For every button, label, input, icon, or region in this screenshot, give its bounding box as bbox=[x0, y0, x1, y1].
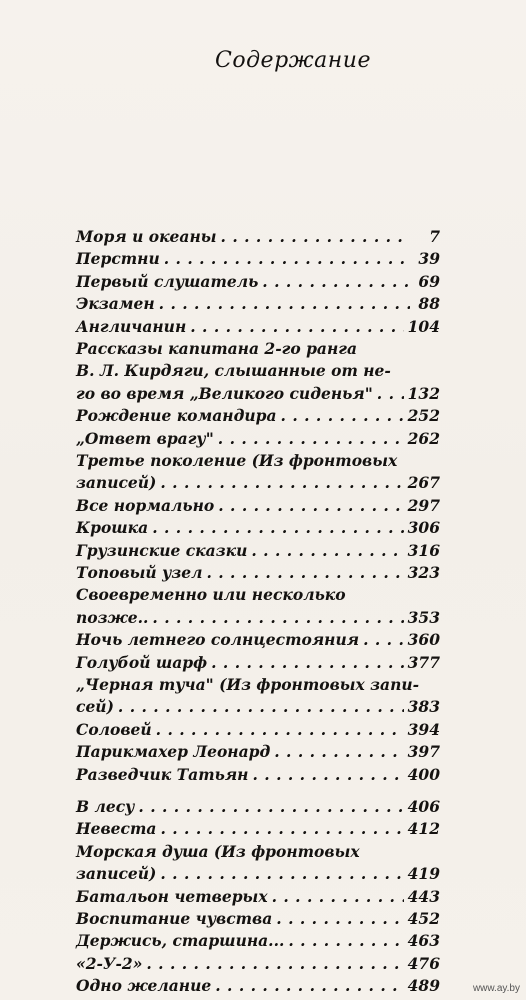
toc-entry-page-number: 400 bbox=[407, 764, 440, 784]
toc-entry bbox=[76, 338, 440, 360]
toc-entry-page-number: 39 bbox=[418, 249, 440, 269]
dot-leader bbox=[288, 930, 403, 952]
toc-entry-page-number: 252 bbox=[407, 406, 440, 426]
toc-entry-title: Рассказы капитана 2-го ранга bbox=[76, 339, 358, 358]
dot-leader bbox=[281, 405, 404, 427]
toc-entry bbox=[76, 908, 440, 930]
toc-entry-page-number: 323 bbox=[407, 563, 440, 582]
toc-entry-page-number: 377 bbox=[407, 652, 440, 672]
toc-entry-page-number: 489 bbox=[407, 976, 440, 996]
toc-entry-title: Разведчик Татьян bbox=[76, 764, 249, 784]
toc-entry bbox=[76, 674, 440, 696]
toc-entry-page-number: 360 bbox=[407, 630, 440, 650]
toc-entry bbox=[76, 226, 440, 248]
dot-leader bbox=[206, 562, 403, 584]
toc-entry-page-number: 412 bbox=[407, 819, 440, 839]
toc-entry bbox=[76, 383, 440, 405]
toc-entry bbox=[76, 472, 440, 494]
toc-entry-title: Своевременно или несколько bbox=[76, 585, 346, 605]
dot-leader bbox=[152, 607, 403, 629]
toc-entry-title: Батальон четверых bbox=[76, 886, 268, 906]
toc-entry-page-number: 306 bbox=[407, 518, 440, 538]
toc-entry bbox=[76, 517, 440, 539]
toc-entry-title: сей) bbox=[76, 697, 114, 717]
toc-entry-page-number: 132 bbox=[407, 383, 440, 403]
toc-entry bbox=[76, 428, 440, 450]
watermark-text: www.ay.by bbox=[472, 983, 520, 994]
dot-leader bbox=[377, 383, 404, 405]
dot-leader bbox=[272, 886, 404, 908]
toc-entry bbox=[76, 818, 440, 840]
toc-entry-page-number: 88 bbox=[418, 294, 440, 314]
toc-entry-title: В. Л. Кирдяги, слышанные от не- bbox=[76, 361, 391, 381]
toc-entry-title: позже.. bbox=[76, 607, 149, 627]
toc-entry-title: „Черная туча" (Из фронтовых запи- bbox=[76, 675, 420, 694]
toc-entry bbox=[76, 584, 440, 606]
toc-entry bbox=[76, 540, 440, 562]
toc-entry-title: „Ответ врагу" bbox=[76, 428, 214, 448]
dot-leader bbox=[221, 226, 410, 248]
toc-entry-title: Грузинские сказки bbox=[76, 540, 248, 560]
toc-entry bbox=[76, 629, 440, 651]
toc-entry-title: Все нормально bbox=[76, 495, 215, 515]
toc-entry bbox=[76, 562, 440, 584]
dot-leader bbox=[160, 472, 403, 494]
toc-entry bbox=[76, 841, 440, 863]
toc-entry-title: записей) bbox=[76, 473, 157, 493]
toc-entry-title: Соловей bbox=[76, 719, 152, 739]
toc-entry bbox=[76, 796, 440, 818]
toc-entry bbox=[76, 886, 440, 908]
toc-entry-title: Воспитание чувства bbox=[76, 909, 273, 928]
toc-entry-page-number: 353 bbox=[407, 607, 440, 627]
toc-entry-page-number: 262 bbox=[407, 428, 440, 448]
toc-entry-title: Морская душа (Из фронтовых bbox=[76, 841, 360, 861]
toc-entry-title: Одно желание bbox=[76, 976, 212, 996]
toc-entry bbox=[76, 953, 440, 975]
dot-leader bbox=[152, 517, 403, 539]
dot-leader bbox=[156, 719, 404, 741]
toc-entry bbox=[76, 495, 440, 517]
toc-entry-title: Голубой шарф bbox=[76, 652, 208, 672]
toc-entry-title: «2-У-2» bbox=[76, 953, 143, 973]
toc-entry-page-number: 452 bbox=[407, 909, 440, 928]
toc-entry bbox=[76, 607, 440, 629]
toc-entry-title: записей) bbox=[76, 864, 157, 884]
toc-entry bbox=[76, 405, 440, 427]
toc-entry bbox=[76, 450, 440, 472]
dot-leader bbox=[262, 271, 410, 293]
toc-entry-title: Крошка bbox=[76, 518, 149, 538]
dot-leader bbox=[218, 495, 403, 517]
toc-entry bbox=[76, 719, 440, 741]
dot-leader bbox=[190, 316, 403, 338]
dot-leader bbox=[251, 540, 403, 562]
dot-leader bbox=[118, 696, 404, 718]
toc-entry-title: Экзамен bbox=[76, 294, 155, 314]
toc-entry bbox=[76, 248, 440, 270]
dot-leader bbox=[160, 863, 403, 885]
toc-entry-page-number: 7 bbox=[429, 227, 440, 246]
toc-entry-title: Перстни bbox=[76, 249, 160, 269]
toc-entry-page-number: 69 bbox=[418, 271, 440, 291]
toc-entry-page-number: 316 bbox=[407, 540, 440, 560]
dot-leader bbox=[215, 975, 403, 997]
toc-entry bbox=[76, 764, 440, 786]
toc-entry-title: го во время „Великого сиденья" bbox=[76, 383, 373, 403]
toc-entry bbox=[76, 360, 440, 382]
toc-entry-page-number: 104 bbox=[407, 316, 440, 336]
dot-leader bbox=[159, 293, 410, 315]
toc-entry-title: Англичанин bbox=[76, 316, 187, 336]
dot-leader bbox=[138, 796, 403, 818]
toc-entry-title: Моря и океаны bbox=[76, 227, 217, 246]
dot-leader bbox=[160, 818, 403, 840]
toc-entry-page-number: 443 bbox=[407, 886, 440, 906]
toc-entry bbox=[76, 975, 440, 997]
toc-entry bbox=[76, 293, 440, 315]
page-title: Содержание bbox=[215, 48, 371, 73]
toc-entry-title: Невеста bbox=[76, 819, 157, 839]
toc-entry-page-number: 394 bbox=[407, 719, 440, 739]
dot-leader bbox=[276, 908, 403, 930]
toc-entry bbox=[76, 930, 440, 952]
toc-entry bbox=[76, 271, 440, 293]
dot-leader bbox=[252, 764, 403, 786]
dot-leader bbox=[274, 741, 403, 763]
toc-entry-title: Парикмахер Леонард bbox=[76, 742, 271, 762]
toc-entry-title: Рождение командира bbox=[76, 406, 277, 426]
dot-leader bbox=[218, 428, 404, 450]
toc-entry bbox=[76, 652, 440, 674]
toc-entry-title: Ночь летнего солнцестояния bbox=[76, 630, 360, 650]
dot-leader bbox=[211, 652, 404, 674]
toc-entry-title: Топовый узел bbox=[76, 563, 203, 582]
toc-entry bbox=[76, 316, 440, 338]
toc-entry-page-number: 463 bbox=[407, 931, 440, 951]
toc-entry-page-number: 419 bbox=[407, 864, 440, 884]
toc-entry-title: Первый слушатель bbox=[76, 271, 259, 291]
toc-entry-title: Держись, старшина... bbox=[76, 931, 285, 951]
toc-entry-title: В лесу bbox=[76, 797, 135, 816]
dot-leader bbox=[164, 248, 410, 270]
toc-entry-title: Третье поколение (Из фронтовых bbox=[76, 451, 398, 470]
toc-entry bbox=[76, 696, 440, 718]
toc-entry-page-number: 476 bbox=[407, 953, 440, 973]
dot-leader bbox=[363, 629, 404, 651]
toc-entry-page-number: 267 bbox=[407, 473, 440, 493]
toc-entry bbox=[76, 863, 440, 885]
toc-entry bbox=[76, 741, 440, 763]
toc-entry-page-number: 297 bbox=[407, 495, 440, 515]
toc-entry-page-number: 397 bbox=[407, 742, 440, 762]
toc-entry-page-number: 406 bbox=[407, 797, 440, 816]
dot-leader bbox=[146, 953, 403, 975]
toc-entry-page-number: 383 bbox=[407, 697, 440, 717]
